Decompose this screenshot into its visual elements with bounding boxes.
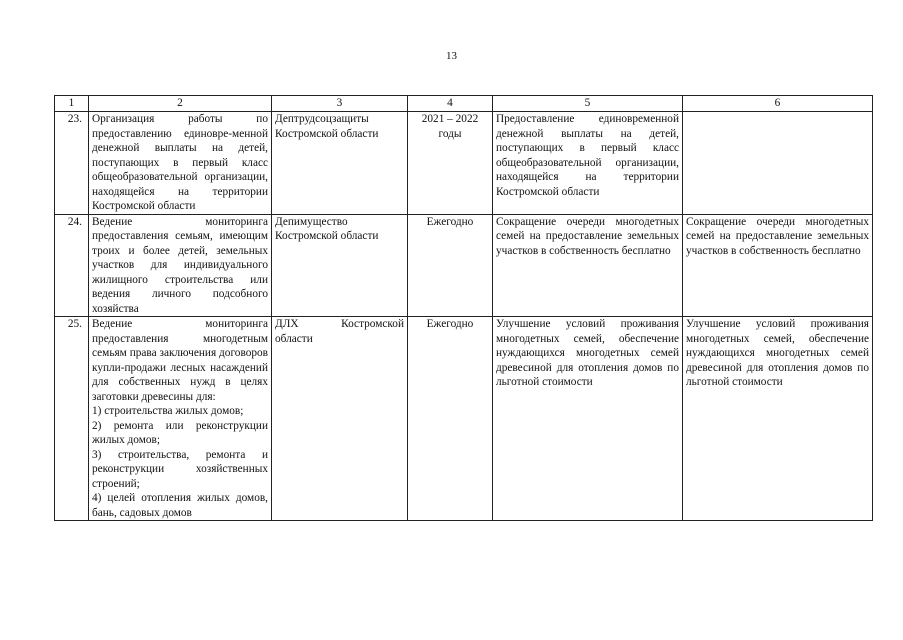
row-executor: Депимущество Костромской области xyxy=(272,214,408,317)
row-action: Ведение мониторинга предоставления семьям, имеющим троих и более детей, земельных участков для индивидуального жилищного строительства или ведения личного подсобного хозяйства xyxy=(89,214,272,317)
row-indicator: Улучшение условий проживания многодетных семей, обеспечение нуждающихся многодетных семей древесиной для отопления домов по льготной стоимости xyxy=(683,317,873,521)
page-number: 13 xyxy=(446,50,457,62)
row-number: 25. xyxy=(55,317,89,521)
row-number: 23. xyxy=(55,112,89,215)
column-header: 4 xyxy=(408,96,493,112)
column-header: 2 xyxy=(89,96,272,112)
row-action: Организация работы по предоставлению единовре-менной денежной выплаты на детей, поступающих в первый класс общеобразовательной организации, находящейся на территории Костромской области xyxy=(89,112,272,215)
measures-table xyxy=(54,95,873,521)
action-line: 2) ремонта или реконструкции жилых домов; xyxy=(92,419,268,446)
action-line: 3) строительства, ремонта и реконструкции хозяйственных строений; xyxy=(92,448,268,490)
row-result: Сокращение очереди многодетных семей на предоставление земельных участков в собственность бесплатно xyxy=(493,214,683,317)
table-row xyxy=(55,317,873,521)
column-header: 6 xyxy=(683,96,873,112)
row-indicator xyxy=(683,112,873,215)
table-row xyxy=(55,112,873,215)
row-action xyxy=(89,317,272,521)
row-indicator: Сокращение очереди многодетных семей на предоставление земельных участков в собственность бесплатно xyxy=(683,214,873,317)
table-row xyxy=(55,214,873,317)
row-term: 2021 – 2022 годы xyxy=(408,112,493,215)
row-executor: Дептрудсоцзащиты Костромской области xyxy=(272,112,408,215)
action-line: 1) строительства жилых домов; xyxy=(92,405,244,417)
column-header: 3 xyxy=(272,96,408,112)
row-executor: ДЛХ Костромской области xyxy=(272,317,408,521)
row-number: 24. xyxy=(55,214,89,317)
row-result: Предоставление единовременной денежной выплаты на детей, поступающих в первый класс общеобразовательной организации, находящейся на территории Костромской области xyxy=(493,112,683,215)
column-header: 1 xyxy=(55,96,89,112)
row-term: Ежегодно xyxy=(408,317,493,521)
row-term: Ежегодно xyxy=(408,214,493,317)
action-line: 4) целей отопления жилых домов, бань, садовых домов xyxy=(92,492,268,519)
action-line: Ведение мониторинга предоставления многодетным семьям права заключения договоров купли-продажи лесных насаждений для собственных нужд в целях заготовки древесины для: xyxy=(92,318,268,403)
table-header-row xyxy=(55,96,873,112)
column-header: 5 xyxy=(493,96,683,112)
row-result: Улучшение условий проживания многодетных семей, обеспечение нуждающихся многодетных семей древесиной для отопления домов по льготной стоимости xyxy=(493,317,683,521)
